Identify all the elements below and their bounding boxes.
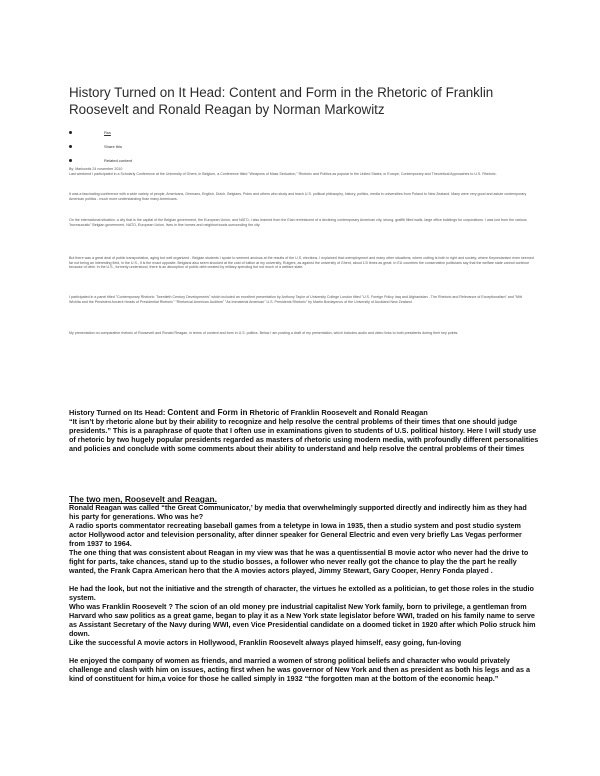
- section-subheading: The two men, Roosevelt and Reagan.: [69, 494, 217, 504]
- related-content-link[interactable]: Related content: [104, 158, 133, 163]
- bullet-dot-icon: [69, 131, 72, 134]
- share-bullet-list: [69, 126, 539, 168]
- body-paragraph: Ronald Reagan was called “the Great Communicator,’ by media that overwhelmingly supported directly and indirectly him as they had his party for generations. Who was he?: [69, 503, 527, 521]
- body-paragraph: The one thing that was consistent about Reagan in my view was that he was a quentissential B movie actor who never had the drive to fight for parts, take chances, stand up to the studio bosses, a follower who never really got the chance to play the the part he really wanted, the Frank Capra American hero that the A movies actors played, Jimmy Stewart, Gary Cooper, Henry Fonda played .: [69, 548, 529, 575]
- rss-link[interactable]: Rss: [104, 130, 111, 135]
- small-paragraph: It was a fascinating conference with a wide variety of people, Americans, Germans, English, Dutch, Belgians, Poles and others who study and teach U.S. political philosophy, history, politics, media in universities from Poland to New Zealand. Many were very good and astute contemporary American politics - much more understanding than many Americans.: [69, 192, 527, 201]
- body-paragraph: Like the successful A movie actors in Hollywood, Franklin Roosevelt always played himself, easy going, fun-loving: [69, 638, 462, 647]
- intro-paragraph: “It isn’t by rhetoric alone but by their ability to recognize and help resolve the central problems of their times that one should judge presidents.” This is a paraphrase of quote that I often use in examinations given to students of U.S. political history. Here I will study use of rhetoric by two hugely popular presidents regarded as masters of rhetoric using modern media, with profoundly different personalities and policies and conclude with some comments about their ability to understand and help resolve the central problems of their times: [69, 417, 539, 453]
- heading-suffix: Rhetoric of Franklin Roosevelt and Ronald Reagan: [247, 408, 428, 417]
- small-paragraph: But there was a great deal of public transportation, aging but well organized - Belgian students I spoke to seemed anxious at the results of the U.S. elections. I explained that unemployment and many other situations, where cutting is both in right and society, where Keynesianism even seemed far not being an interesting field, in the U.S., it is the exact opposite. Belgians also seem shocked at the cost of tuition at my university, Rutgers, as against the university of Ghent, about 1/3 times as great. In EU countries the conservative politicians say that the welfare state cannot continue because of debt. In the U.S., formerly understood, there is an absorption of public debt created by military spending but not much of a welfare state.: [69, 256, 534, 270]
- body-paragraph: Who was Franklin Roosevelt ? The scion of an old money pre industrial capitalist New York family, born to privilege, a gentleman from Harvard who saw politics as a great game, began to play it as a New York state legislator before WWI, traded on his family name to serve as Assistant Secretary of the Navy during WWI, even Vice Presidential candidate on a doomed ticket in 1920 after which Polio struck him down.: [69, 602, 536, 638]
- small-paragraph: Last weekend I participated in a Scholarly Conference at the University of Ghent, in Belgium, a Conference titled "Weapons of Mass Seduction," Rhetoric and Politics as popular in the United States, in Europe, Contemporary and Theoretical Approaches to U.S. Rhetoric.: [69, 172, 497, 176]
- small-paragraph: My presentation on comparative rhetoric of Roosevelt and Ronald Reagan, in terms of content and form in U.S. politics. Below I am posting a draft of my presentation, which includes audio and video links to both presidents during their key points.: [69, 331, 459, 335]
- heading-emphasis: Content and Form in: [167, 408, 248, 417]
- small-paragraph: On the international situation, a city that is the capital of the Belgian government, the European Union, and NATO, I also learned from the Elan reminiscent of a declining contemporary American city, strong, graffiti filled walls, large office buildings for corporations. I was lost from the various "bureaucratic" Belgian government, NATO, European Union, lives in fine homes and neighborhoods surrounding the city.: [69, 218, 527, 227]
- body-paragraph: He had the look, but not the initiative and the strength of character, the virtues he extolled as a politician, to get those roles in the studio system.: [69, 584, 534, 602]
- body-heading: [69, 408, 539, 417]
- small-paragraph: I participated in a panel titled "Contemporary Rhetoric: Twentieth Century Developments" which included an excellent presentation by Anthony Taylor of University College London titled "U.S. Foreign Policy Iraq and Afghanistan - The Rhetoric and Relevance of Exceptionalism" and "Mitt Wichita and the Persistent Ancient Heads of Presidential Rhetoric" "Rhetorical American Auditors" "As Immaterial American" U.S. Presidents Rhetoric" by Martin Bordayenov of the University of Auckland New Zealand.: [69, 295, 522, 304]
- bullet-share[interactable]: [69, 140, 539, 154]
- article-title: History Turned on It Head: Content and Form in the Rhetoric of Franklin Roosevelt and Ronald Reagan by Norman Markowitz: [69, 85, 494, 117]
- heading-prefix: History Turned on Its Head:: [69, 408, 168, 417]
- bullet-rss[interactable]: [69, 126, 539, 140]
- bullet-related[interactable]: [69, 154, 539, 168]
- bullet-dot-icon: [69, 159, 72, 162]
- share-link[interactable]: Share this: [104, 144, 123, 149]
- body-paragraph: A radio sports commentator recreating baseball games from a teletype in Iowa in 1935, then a studio system and post studio system actor Hollywood actor and television personality, after dinner speaker for General Electric and even very briefly Las Vegas performer from 1937 to 1964.: [69, 521, 522, 548]
- body-paragraph: He enjoyed the company of women as friends, and married a women of strong political beliefs and character who would privately challenge and clash with him on issues, acting first when he was governor of New York and then as president as both his legs and as a kind of constituent for him,a voice for those he called simply in 1932 “the forgotten man at the bottom of the economic heap.”: [69, 656, 531, 683]
- bullet-dot-icon: [69, 145, 72, 148]
- byline: By: Markowitz 24 november 2010: [69, 167, 123, 171]
